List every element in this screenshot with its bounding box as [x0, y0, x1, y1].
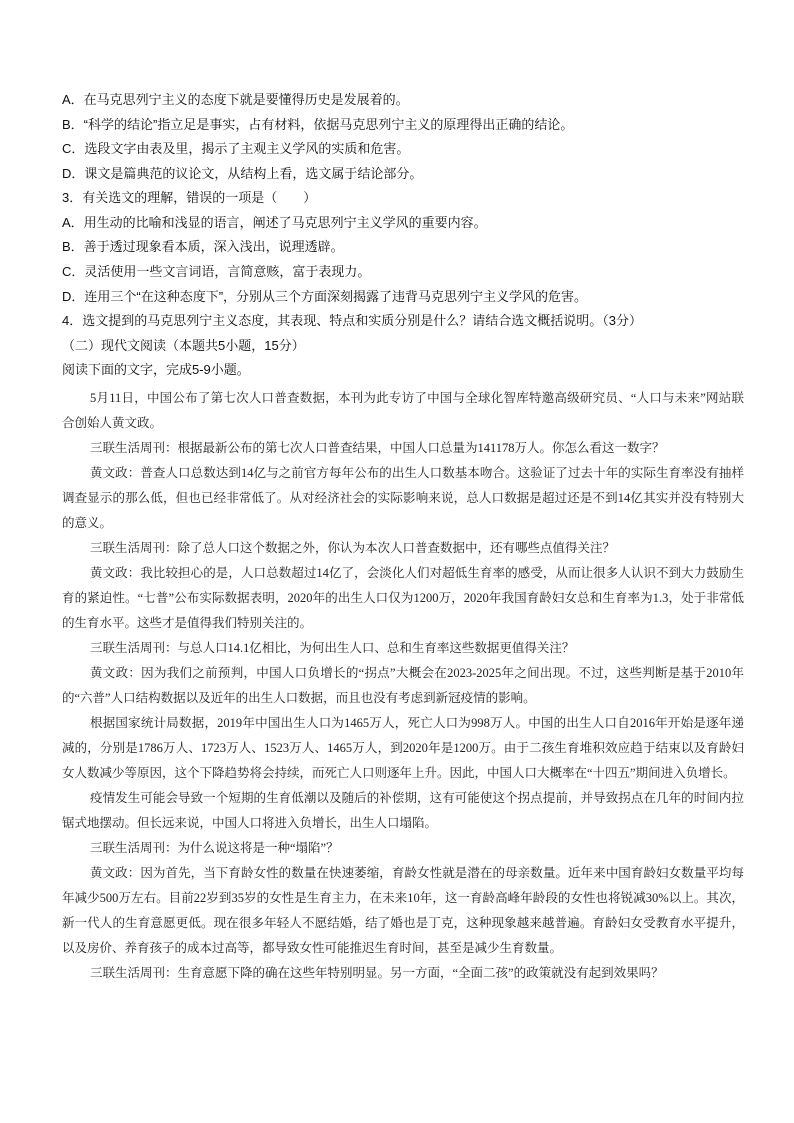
q2-option-d: D．课文是篇典范的议论文，从结构上看，选文属于结论部分。	[62, 166, 423, 181]
q3-option-a: A．用生动的比喻和浅显的语言，阐述了马克思列宁主义学风的重要内容。	[62, 215, 487, 230]
section-heading: （二）现代文阅读（本题共5小题，15分）	[62, 338, 305, 353]
q3-stem: 3．有关选文的理解，错误的一项是（ ）	[62, 190, 317, 205]
q3-option-c: C．灵活使用一些文言词语，言简意赅，富于表现力。	[62, 264, 371, 279]
article-paragraph: 三联生活周刊：根据最新公布的第七次人口普查结果，中国人口总量为141178万人。你怎么看这一数字？	[90, 441, 665, 455]
q2-option-b: B．“科学的结论”指立足是事实，占有材料，依据马克思列宁主义的原理得出正确的结论。	[62, 117, 574, 132]
article-paragraph: 三联生活周刊：生育意愿下降的确在这些年特别明显。另一方面，“全面二孩”的政策就没有起到效果吗？	[90, 966, 664, 980]
article-paragraph: 黄文政：我比较担心的是，人口总数超过14亿了，会淡化人们对超低生育率的感受，从而让很多人认识不到大力鼓励生育的紧迫性。“七普”公布实际数据表明，2020年的出生人口仅为1200万，2020年我国育龄妇女总和生育率为1.3，处于非常低的生育水平。这些才是值得我们特别关注的。	[62, 566, 744, 630]
article-paragraph: 黄文政：因为我们之前预判，中国人口负增长的“拐点”大概会在2023-2025年之间出现。不过，这些判断是基于2010年的“六普”人口结构数据以及近年的出生人口数据，而且也没有考虑到新冠疫情的影响。	[62, 666, 744, 705]
article-paragraph: 三联生活周刊：为什么说这将是一种“塌陷”？	[90, 841, 339, 855]
interview-article	[62, 386, 744, 986]
article-paragraph: 黄文政：普查人口总数达到14亿与之前官方每年公布的出生人口数基本吻合。这验证了过去十年的实际生育率没有抽样调查显示的那么低，但也已经非常低了。从对经济社会的实际影响来说，总人口数据是超过还是不到14亿其实并没有特别大的意义。	[62, 466, 744, 530]
article-paragraph: 根据国家统计局数据，2019年中国出生人口为1465万人，死亡人口为998万人。中国的出生人口自2016年开始是逐年递减的，分别是1786万人、1723万人、1523万人、1465万人，到2020年是1200万。由于二孩生育堆积效应趋于结束以及育龄妇女人数减少等原因，这个下降趋势将会持续，而死亡人口则逐年上升。因此，中国人口大概率在“十四五”期间进入负增长。	[62, 716, 744, 780]
article-paragraph: 黄文政：因为首先，当下育龄女性的数量在快速萎缩，育龄女性就是潜在的母亲数量。近年来中国育龄妇女数量平均每年减少500万左右。目前22岁到35岁的女性是生育主力，在未来10年，这一育龄高峰年龄段的女性也将锐减30%以上。其次，新一代人的生育意愿更低。现在很多年轻人不愿结婚，结了婚也是丁克，这种现象越来越普遍。育龄妇女受教育水平提升，以及房价、养育孩子的成本过高等，都导致女性可能推迟生育时间，甚至是减少生育数量。	[62, 866, 744, 955]
q4-stem: 4．选文提到的马克思列宁主义态度，其表现、特点和实质分别是什么？请结合选文概括说明。（3分）	[62, 313, 642, 328]
q3-option-b: B．善于透过现象看本质，深入浅出，说理透辟。	[62, 239, 344, 254]
article-paragraph: 疫情发生可能会导致一个短期的生育低潮以及随后的补偿期，这有可能使这个拐点提前，并导致拐点在几年的时间内拉锯式地摆动。但长远来说，中国人口将进入负增长，出生人口塌陷。	[62, 791, 744, 830]
section-instruction: 阅读下面的文字，完成5-9小题。	[62, 362, 250, 377]
article-paragraph: 三联生活周刊：与总人口14.1亿相比，为何出生人口、总和生育率这些数据更值得关注？	[90, 641, 575, 655]
q2-option-a: A．在马克思列宁主义的态度下就是要懂得历史是发展着的。	[62, 92, 409, 107]
q3-option-d: D．连用三个“在这种态度下”，分别从三个方面深刻揭露了违背马克思列宁主义学风的危害。	[62, 289, 588, 304]
q2-option-c: C．选段文字由表及里，揭示了主观主义学风的实质和危害。	[62, 141, 410, 156]
article-paragraph: 三联生活周刊：除了总人口这个数据之外，你认为本次人口普查数据中，还有哪些点值得关注？	[90, 541, 616, 555]
article-paragraph: 5月11日，中国公布了第七次人口普查数据，本刊为此专访了中国与全球化智库特邀高级研究员、“人口与未来”网站联合创始人黄文政。	[62, 391, 744, 430]
